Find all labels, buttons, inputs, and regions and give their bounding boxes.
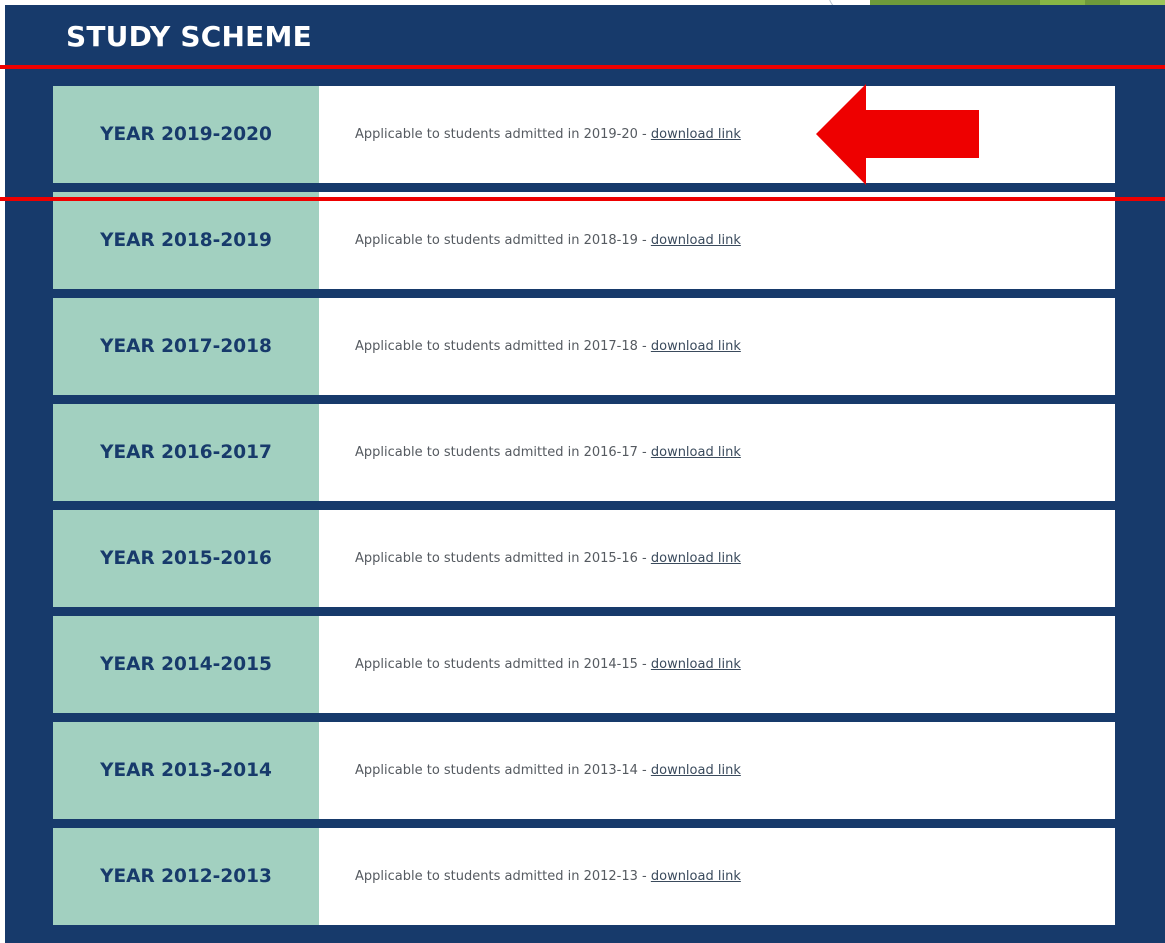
- download-link[interactable]: download link: [650, 551, 741, 566]
- description-text: Applicable to students admitted in 2019-20: [355, 127, 638, 142]
- description: [319, 722, 1115, 819]
- separator: -: [637, 339, 651, 354]
- list-item: [53, 828, 1115, 925]
- separator: -: [637, 869, 651, 884]
- list-item: [53, 404, 1115, 501]
- highlight-line-top: [0, 65, 1165, 69]
- description-text: Applicable to students admitted in 2015-16: [355, 551, 638, 566]
- list-item: [53, 192, 1115, 289]
- year-label: YEAR 2019-2020: [53, 86, 319, 183]
- list-item: [53, 298, 1115, 395]
- description: [319, 828, 1115, 925]
- arrow-left-icon: [816, 84, 979, 185]
- year-label: YEAR 2015-2016: [53, 510, 319, 607]
- download-link[interactable]: download link: [650, 445, 741, 460]
- download-link[interactable]: download link: [650, 657, 741, 672]
- separator: -: [637, 127, 651, 142]
- list-item: [53, 722, 1115, 819]
- description: [319, 86, 1115, 183]
- download-link[interactable]: download link: [650, 763, 741, 778]
- description-text: Applicable to students admitted in 2017-18: [355, 339, 638, 354]
- year-label: YEAR 2018-2019: [53, 192, 319, 289]
- separator: -: [637, 233, 651, 248]
- download-link[interactable]: download link: [650, 127, 741, 142]
- list-item: [53, 510, 1115, 607]
- separator: -: [637, 445, 651, 460]
- description-text: Applicable to students admitted in 2013-14: [355, 763, 638, 778]
- download-link[interactable]: download link: [650, 339, 741, 354]
- year-label: YEAR 2014-2015: [53, 616, 319, 713]
- year-label: YEAR 2017-2018: [53, 298, 319, 395]
- description: [319, 404, 1115, 501]
- description: [319, 298, 1115, 395]
- description-text: Applicable to students admitted in 2016-17: [355, 445, 638, 460]
- year-label: YEAR 2013-2014: [53, 722, 319, 819]
- description-text: Applicable to students admitted in 2012-13: [355, 869, 638, 884]
- highlight-line-bottom: [0, 197, 1165, 201]
- download-link[interactable]: download link: [650, 869, 741, 884]
- description-text: Applicable to students admitted in 2014-15: [355, 657, 638, 672]
- year-label: YEAR 2016-2017: [53, 404, 319, 501]
- separator: -: [637, 657, 651, 672]
- description: [319, 510, 1115, 607]
- description: [319, 192, 1115, 289]
- separator: -: [637, 763, 651, 778]
- download-link[interactable]: download link: [650, 233, 741, 248]
- description: [319, 616, 1115, 713]
- study-scheme-list: [53, 86, 1115, 925]
- separator: -: [637, 551, 651, 566]
- description-text: Applicable to students admitted in 2018-19: [355, 233, 638, 248]
- list-item: [53, 616, 1115, 713]
- page-title: STUDY SCHEME: [66, 20, 312, 53]
- year-label: YEAR 2012-2013: [53, 828, 319, 925]
